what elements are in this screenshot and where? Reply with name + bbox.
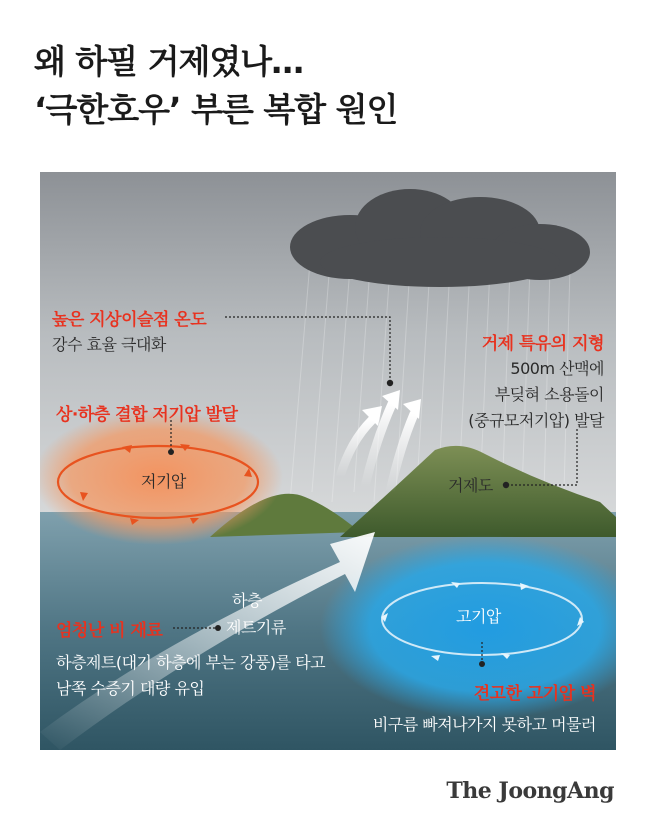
sea-temp-title: 높은 지상이슬점 온도 (52, 310, 207, 330)
rain-material-desc-2: 남쪽 수증기 대량 유입 (56, 679, 205, 698)
low-pressure-title: 상·하층 결합 저기압 발달 (56, 405, 238, 425)
sea-temp-desc: 강수 효율 극대화 (52, 335, 166, 354)
headline-line-1: 왜 하필 거제였나… (34, 42, 304, 81)
headline-line-2: ‘극한호우’ 부른 복합 원인 (34, 90, 398, 129)
low-pressure-label: 저기압 (141, 472, 186, 491)
island-label: 거제도 (448, 476, 493, 495)
jet-label-1: 하층 (232, 591, 262, 610)
terrain-title: 거제 특유의 지형 (481, 334, 604, 354)
weather-illustration (40, 172, 616, 750)
rain-material-desc-1: 하층제트(대기 하층에 부는 강풍)를 타고 (56, 653, 326, 672)
terrain-desc-1: 500m 산맥에 (510, 359, 604, 378)
high-pressure-desc: 비구름 빠져나가지 못하고 머물러 (372, 715, 596, 734)
jet-label-2: 제트기류 (226, 618, 286, 637)
terrain-desc-3: (중규모저기압) 발달 (468, 411, 604, 430)
high-pressure-title: 견고한 고기압 벽 (473, 684, 596, 704)
high-pressure-label: 고기압 (456, 607, 501, 626)
source-logo: The JoongAng (446, 778, 614, 804)
rain-material-title: 엄청난 비 재료 (56, 621, 163, 641)
terrain-desc-2: 부딪혀 소용돌이 (494, 385, 604, 404)
